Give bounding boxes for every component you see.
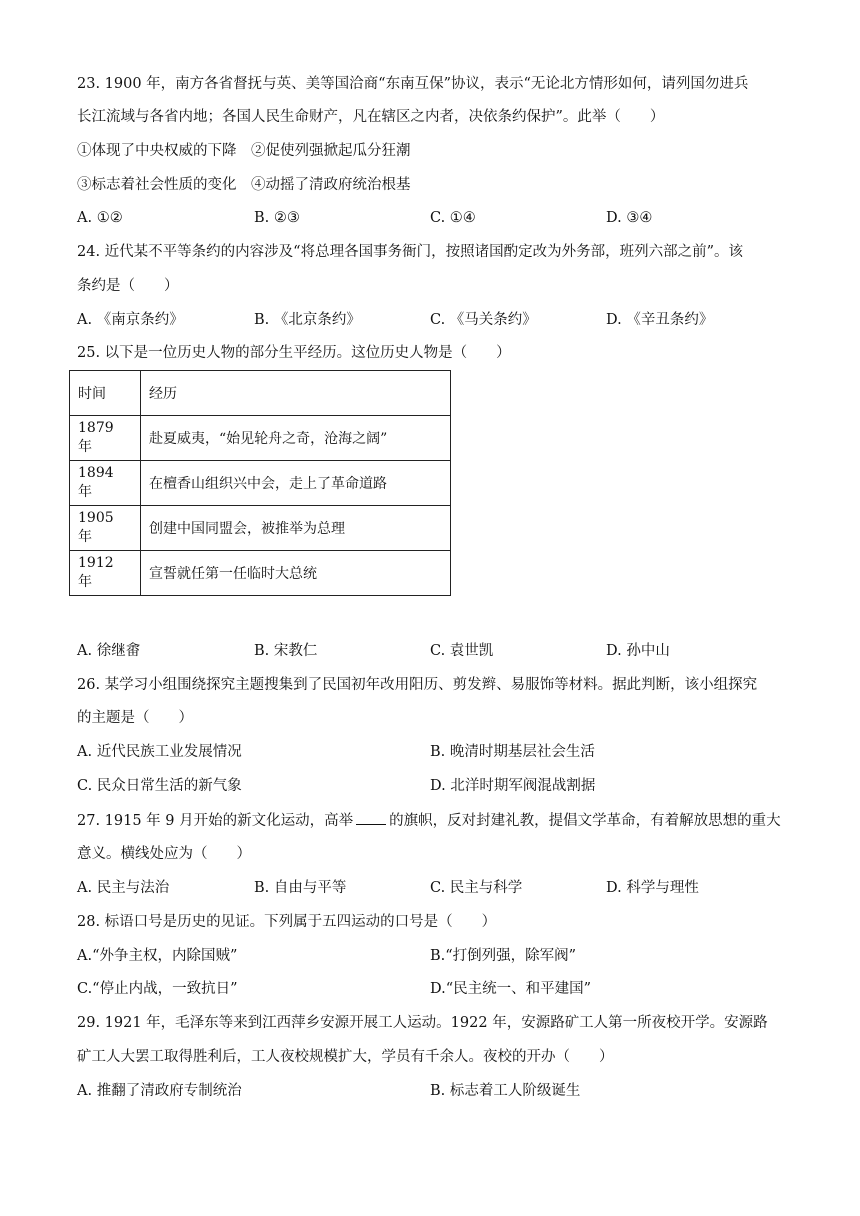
q28-option-c[interactable]: C.“停止内战，一致抗日” [77, 981, 238, 997]
q25-option-a[interactable]: A. 徐继畬 [77, 643, 141, 659]
table-cell-event: 赴夏威夷，“始见轮舟之奇，沧海之阔” [141, 416, 451, 461]
q28-option-a[interactable]: A.“外争主权，内除国贼” [77, 948, 238, 964]
q25-option-d[interactable]: D. 孙中山 [606, 643, 670, 659]
q25-biography-table [69, 370, 451, 596]
table-header-time: 时间 [70, 371, 141, 416]
q25-option-c[interactable]: C. 袁世凯 [430, 643, 494, 659]
q26-option-a[interactable]: A. 近代民族工业发展情况 [77, 744, 242, 760]
q29-stem-line1: 29. 1921 年，毛泽东等来到江西萍乡安源开展工人运动。1922 年，安源路矿工人第一所夜校开学。安源路 [77, 1015, 768, 1031]
q26-stem-line2: 的主题是（ ） [77, 710, 193, 726]
q26-option-b[interactable]: B. 晚清时期基层社会生活 [430, 744, 595, 760]
table-row [70, 461, 451, 506]
q24-stem-line2: 条约是（ ） [77, 278, 179, 294]
q29-option-b[interactable]: B. 标志着工人阶级诞生 [430, 1083, 581, 1099]
table-cell-event: 在檀香山组织兴中会，走上了革命道路 [141, 461, 451, 506]
q27-blank [356, 810, 386, 825]
q27-option-a[interactable]: A. 民主与法治 [77, 880, 170, 896]
q27-stem-after-blank: 的旗帜，反对封建礼教，提倡文学革命，有着解放思想的重大 [389, 813, 781, 829]
table-cell-year: 1879 年 [70, 416, 141, 461]
q24-option-b[interactable]: B. 《北京条约》 [254, 312, 361, 328]
q23-option-d[interactable]: D. ③④ [606, 210, 653, 226]
table-cell-event: 创建中国同盟会，被推举为总理 [141, 506, 451, 551]
table-row [70, 416, 451, 461]
q27-option-b[interactable]: B. 自由与平等 [254, 880, 347, 896]
q27-stem-line2: 意义。横线处应为（ ） [77, 846, 251, 862]
q23-option-b[interactable]: B. ②③ [254, 210, 300, 226]
q26-option-d[interactable]: D. 北洋时期军阀混战割据 [430, 778, 596, 794]
table-row [70, 551, 451, 596]
table-header-row [70, 371, 451, 416]
table-cell-year: 1894 年 [70, 461, 141, 506]
table-row [70, 506, 451, 551]
q28-option-d[interactable]: D.“民主统一、和平建国” [430, 981, 592, 997]
table-cell-event: 宣誓就任第一任临时大总统 [141, 551, 451, 596]
q27-stem-before-blank: 27. 1915 年 9 月开始的新文化运动，高举 [77, 813, 354, 829]
table-cell-year: 1912 年 [70, 551, 141, 596]
q23-option-a[interactable]: A. ①② [77, 210, 123, 226]
q23-statements-line1: ①体现了中央权威的下降 ②促使列强掀起瓜分狂潮 [77, 143, 411, 159]
q24-option-d[interactable]: D. 《辛丑条约》 [606, 312, 714, 328]
q26-stem-line1: 26. 某学习小组围绕探究主题搜集到了民国初年改用阳历、剪发辫、易服饰等材料。据此判断，该小组探究 [77, 677, 758, 693]
q23-statements-line2: ③标志着社会性质的变化 ④动摇了清政府统治根基 [77, 177, 411, 193]
q28-stem: 28. 标语口号是历史的见证。下列属于五四运动的口号是（ ） [77, 914, 497, 930]
table-cell-year: 1905 年 [70, 506, 141, 551]
q24-stem-line1: 24. 近代某不平等条约的内容涉及“将总理各国事务衙门，按照诸国酌定改为外务部，班列六部之前”。该 [77, 244, 743, 260]
table-header-experience: 经历 [141, 371, 451, 416]
q27-stem-line1 [77, 810, 781, 831]
q23-stem-line2: 长江流域与各省内地；各国人民生命财产，凡在辖区之内者，决依条约保护”。此举（ ） [77, 109, 665, 125]
q29-stem-line2: 矿工人大罢工取得胜利后，工人夜校规模扩大，学员有千余人。夜校的开办（ ） [77, 1049, 614, 1065]
q23-option-c[interactable]: C. ①④ [430, 210, 476, 226]
q24-option-a[interactable]: A. 《南京条约》 [77, 312, 184, 328]
q24-option-c[interactable]: C. 《马关条约》 [430, 312, 537, 328]
q25-stem: 25. 以下是一位历史人物的部分生平经历。这位历史人物是（ ） [77, 345, 511, 361]
q28-option-b[interactable]: B.“打倒列强，除军阀” [430, 948, 577, 964]
q27-option-d[interactable]: D. 科学与理性 [606, 880, 699, 896]
q26-option-c[interactable]: C. 民众日常生活的新气象 [77, 778, 242, 794]
q27-option-c[interactable]: C. 民主与科学 [430, 880, 523, 896]
q25-option-b[interactable]: B. 宋教仁 [254, 643, 318, 659]
q23-stem-line1: 23. 1900 年，南方各省督抚与英、美等国洽商“东南互保”协议，表示“无论北方情形如何，请列国勿进兵 [77, 76, 749, 92]
q29-option-a[interactable]: A. 推翻了清政府专制统治 [77, 1083, 242, 1099]
